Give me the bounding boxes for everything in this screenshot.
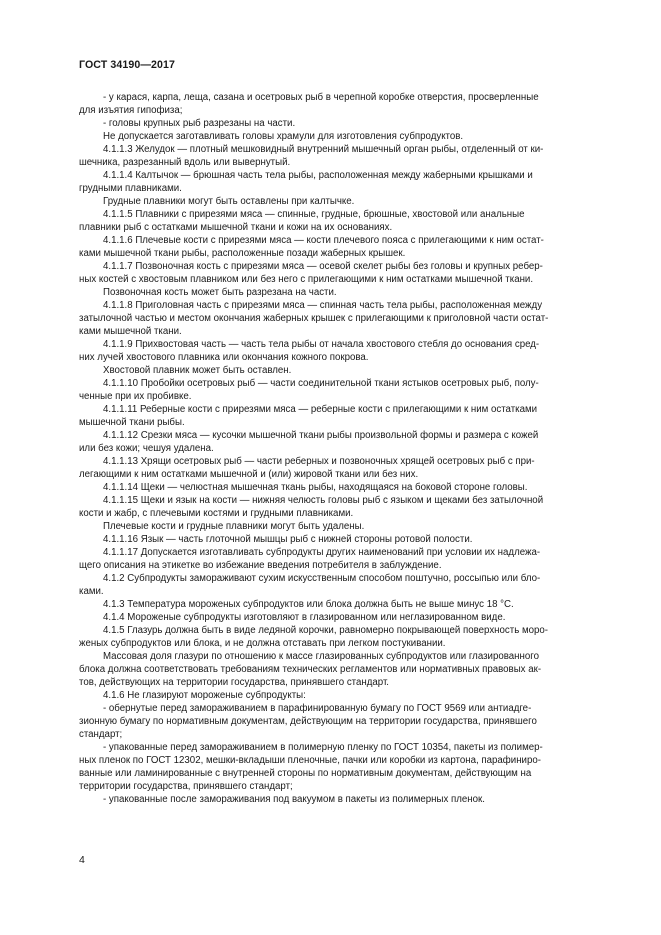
paragraph: 4.1.2 Субпродукты замораживают сухим искусственным способом поштучно, россыпью или бло- ками. (79, 573, 541, 597)
paragraph: 4.1.1.9 Прихвостовая часть — часть тела рыбы от начала хвостового стебля до основания сред- них лучей хвостового плавника или окончания кожного покрова. (79, 339, 540, 363)
paragraph: Хвостовой плавник может быть оставлен. (103, 365, 292, 376)
paragraph: 4.1.1.10 Пробойки осетровых рыб — части соединительной ткани ястыков осетровых рыб, полу- ченные при их пробивке. (79, 378, 539, 402)
paragraph: 4.1.5 Глазурь должна быть в виде ледяной корочки, равномерно покрывающей поверхность моро- женых субпродуктов или блока, и не должна отставать при легком постукивании. (79, 625, 548, 649)
paragraph: Плечевые кости и грудные плавники могут быть удалены. (103, 521, 365, 532)
paragraph: 4.1.1.3 Желудок — плотный мешковидный внутренний мышечный орган рыбы, отделенный от ки- шечника, разрезанный вдоль или вывернутый. (79, 144, 544, 168)
paragraph: - обернутые перед замораживанием в парафинированную бумагу по ГОСТ 9569 или антиадге- зионную бумагу по нормативным документам, действующим на территории государства, принявшего стандарт; (79, 703, 537, 740)
paragraph: 4.1.1.7 Позвоночная кость с прирезями мяса — осевой скелет рыбы без головы и крупных ребер- ных костей с хвостовым плавником или без него с прилегающими к ним остатками мышечной ткани. (79, 261, 543, 285)
paragraph: 4.1.1.17 Допускается изготавливать субпродукты других наименований при условии их надлежа- щего описания на этикетке во избежание введения потребителя в заблуждение. (79, 547, 541, 571)
paragraph: 4.1.1.16 Язык — часть глоточной мышцы рыб с нижней стороны ротовой полости. (103, 534, 473, 545)
paragraph: 4.1.1.5 Плавники с прирезями мяса — спинные, грудные, брюшные, хвостовой или анальные плавники рыб с остатками мышечной ткани и кожи на их основаниях. (79, 209, 525, 233)
paragraph: 4.1.1.14 Щеки — челюстная мышечная ткань рыбы, находящаяся на боковой стороне головы. (103, 482, 528, 493)
paragraph: 4.1.1.11 Реберные кости с прирезями мяса — реберные кости с прилегающими к ним остатками мышечной ткани рыбы. (79, 404, 538, 428)
paragraph: 4.1.1.6 Плечевые кости с прирезями мяса — кости плечевого пояса с прилегающими к ним остат- ками мышечной ткани рыбы, расположенные позади жаберных крышек. (79, 235, 544, 259)
document-body (79, 91, 586, 806)
page-number: 4 (79, 854, 85, 866)
paragraph: - упакованные перед замораживанием в полимерную пленку по ГОСТ 10354, пакеты из полимер- ных пленок по ГОСТ 12302, мешки-вкладыши пленочные, пачки или коробки из картона, парафиниро- ванные или ламинированные с внутренней стороны по нормативным документам, действующим на территории государства, принявшего стандарт; (79, 742, 543, 792)
paragraph: 4.1.1.15 Щеки и язык на кости — нижняя челюсть головы рыб с языком и щеками без затылочной кости и жабр, с плечевыми костями и грудными плавниками. (79, 495, 544, 519)
paragraph: 4.1.4 Мороженые субпродукты изготовляют в глазированном или неглазированном виде. (103, 612, 506, 623)
paragraph: 4.1.3 Температура мороженых субпродуктов или блока должна быть не выше минус 18 °С. (103, 599, 514, 610)
paragraph: Грудные плавники могут быть оставлены при калтычке. (103, 196, 355, 207)
paragraph: 4.1.6 Не глазируют мороженые субпродукты: (103, 690, 306, 701)
paragraph: - упакованные после замораживания под вакуумом в пакеты из полимерных пленок. (103, 794, 485, 805)
paragraph: 4.1.1.4 Калтычок — брюшная часть тела рыбы, расположенная между жаберными крышками и грудными плавниками. (79, 170, 533, 194)
paragraph: - у карася, карпа, леща, сазана и осетровых рыб в черепной коробке отверстия, просверленные для изъятия гипофиза; (79, 92, 539, 116)
paragraph: Не допускается заготавливать головы храмули для изготовления субпродуктов. (103, 131, 464, 142)
paragraph: - головы крупных рыб разрезаны на части. (103, 118, 296, 129)
paragraph: 4.1.1.8 Приголовная часть с прирезями мяса — спинная часть тела рыбы, расположенная между затылочной частью и местом окончания жаберных крышек с прилегающими к приголовной части остат- ками мышечной ткани. (79, 300, 549, 337)
document-header: ГОСТ 34190—2017 (79, 59, 176, 71)
paragraph: 4.1.1.12 Срезки мяса — кусочки мышечной ткани рыбы произвольной формы и размера с кожей или без кожи; чешуя удалена. (79, 430, 539, 454)
paragraph: 4.1.1.13 Хрящи осетровых рыб — части реберных и позвоночных хрящей осетровых рыб с при- легающими к ним остатками мышечной и (или) жировой ткани или без них. (79, 456, 535, 480)
paragraph: Массовая доля глазури по отношению к массе глазированных субпродуктов или глазированного блока должна соответствовать требованиям технических регламентов или нормативных правовых ак- тов, действующих на территории государства, принявшего стандарт. (79, 651, 542, 688)
paragraph: Позвоночная кость может быть разрезана на части. (103, 287, 337, 298)
